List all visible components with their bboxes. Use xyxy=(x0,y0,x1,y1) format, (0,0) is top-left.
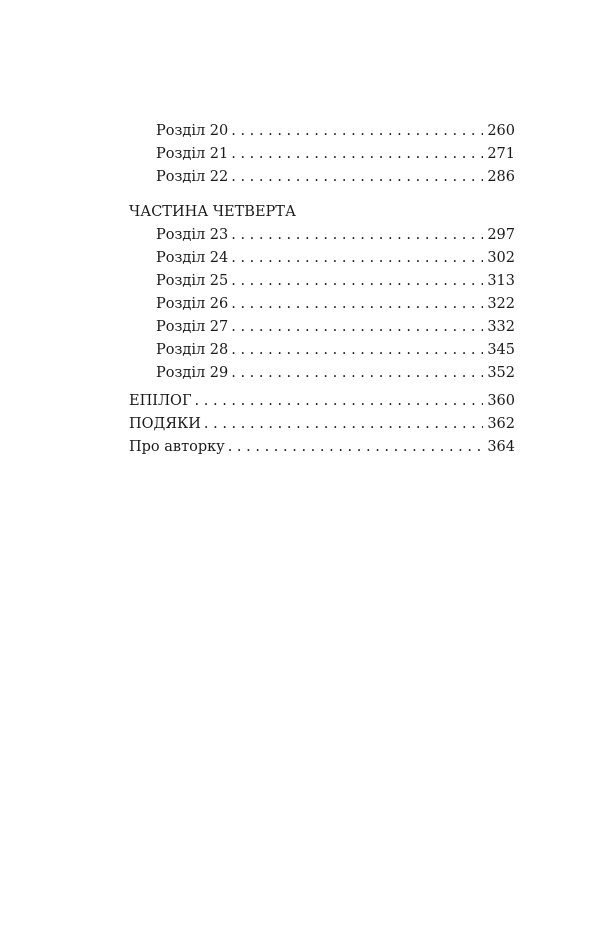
toc-entry-page: 322 xyxy=(487,296,515,312)
toc-entry-label: Розділ 27 xyxy=(156,319,229,335)
toc-entry-label: Розділ 24 xyxy=(156,250,229,266)
part-four-heading: ЧАСТИНА ЧЕТВЕРТА xyxy=(129,204,296,220)
toc-entry-page: 297 xyxy=(487,227,515,243)
toc-entry-page: 362 xyxy=(487,416,515,432)
dot-leader xyxy=(231,316,483,339)
toc-entry-page: 345 xyxy=(487,342,515,358)
toc-entry-label: Розділ 26 xyxy=(156,296,229,312)
toc-entry-page: 260 xyxy=(487,123,515,139)
toc-entry-chapter-27 xyxy=(129,316,515,339)
toc-entry-chapter-20 xyxy=(129,120,515,143)
dot-leader xyxy=(231,293,483,316)
toc-entry-page: 332 xyxy=(487,319,515,335)
toc-entry-page: 271 xyxy=(487,146,515,162)
toc-entry-chapter-26 xyxy=(129,293,515,316)
toc-entry-label: Розділ 28 xyxy=(156,342,229,358)
dot-leader xyxy=(231,247,483,270)
toc-entry-chapter-21 xyxy=(129,143,515,166)
toc-entry-label: Розділ 29 xyxy=(156,365,229,381)
toc-entry-label: ПОДЯКИ xyxy=(129,416,201,432)
toc-entry-chapter-22 xyxy=(129,166,515,189)
toc-entry-label: Розділ 22 xyxy=(156,169,229,185)
dot-leader xyxy=(231,224,483,247)
toc-entry-chapter-28 xyxy=(129,339,515,362)
toc-entry-page: 360 xyxy=(487,393,515,409)
toc-entry-chapter-25 xyxy=(129,270,515,293)
dot-leader xyxy=(228,436,484,459)
table-of-contents xyxy=(129,120,515,459)
dot-leader xyxy=(231,270,483,293)
dot-leader xyxy=(231,362,483,385)
toc-entry-label: Про авторку xyxy=(129,439,225,455)
toc-entry-chapter-24 xyxy=(129,247,515,270)
toc-entry-page: 302 xyxy=(487,250,515,266)
toc-entry-about-author xyxy=(129,436,515,459)
dot-leader xyxy=(231,120,483,143)
toc-entry-chapter-29 xyxy=(129,362,515,385)
dot-leader xyxy=(195,390,484,413)
toc-entry-page: 313 xyxy=(487,273,515,289)
dot-leader xyxy=(231,339,483,362)
toc-entry-label: Розділ 25 xyxy=(156,273,229,289)
dot-leader xyxy=(231,143,483,166)
toc-entry-page: 364 xyxy=(487,439,515,455)
toc-entry-page: 352 xyxy=(487,365,515,381)
toc-entry-page: 286 xyxy=(487,169,515,185)
toc-entry-epilogue xyxy=(129,390,515,413)
toc-entry-label: Розділ 23 xyxy=(156,227,229,243)
dot-leader xyxy=(231,166,483,189)
toc-entry-label: Розділ 20 xyxy=(156,123,229,139)
toc-entry-label: ЕПІЛОГ xyxy=(129,393,192,409)
toc-entry-acknowledgements xyxy=(129,413,515,436)
toc-entry-chapter-23 xyxy=(129,224,515,247)
dot-leader xyxy=(204,413,483,436)
toc-entry-label: Розділ 21 xyxy=(156,146,229,162)
